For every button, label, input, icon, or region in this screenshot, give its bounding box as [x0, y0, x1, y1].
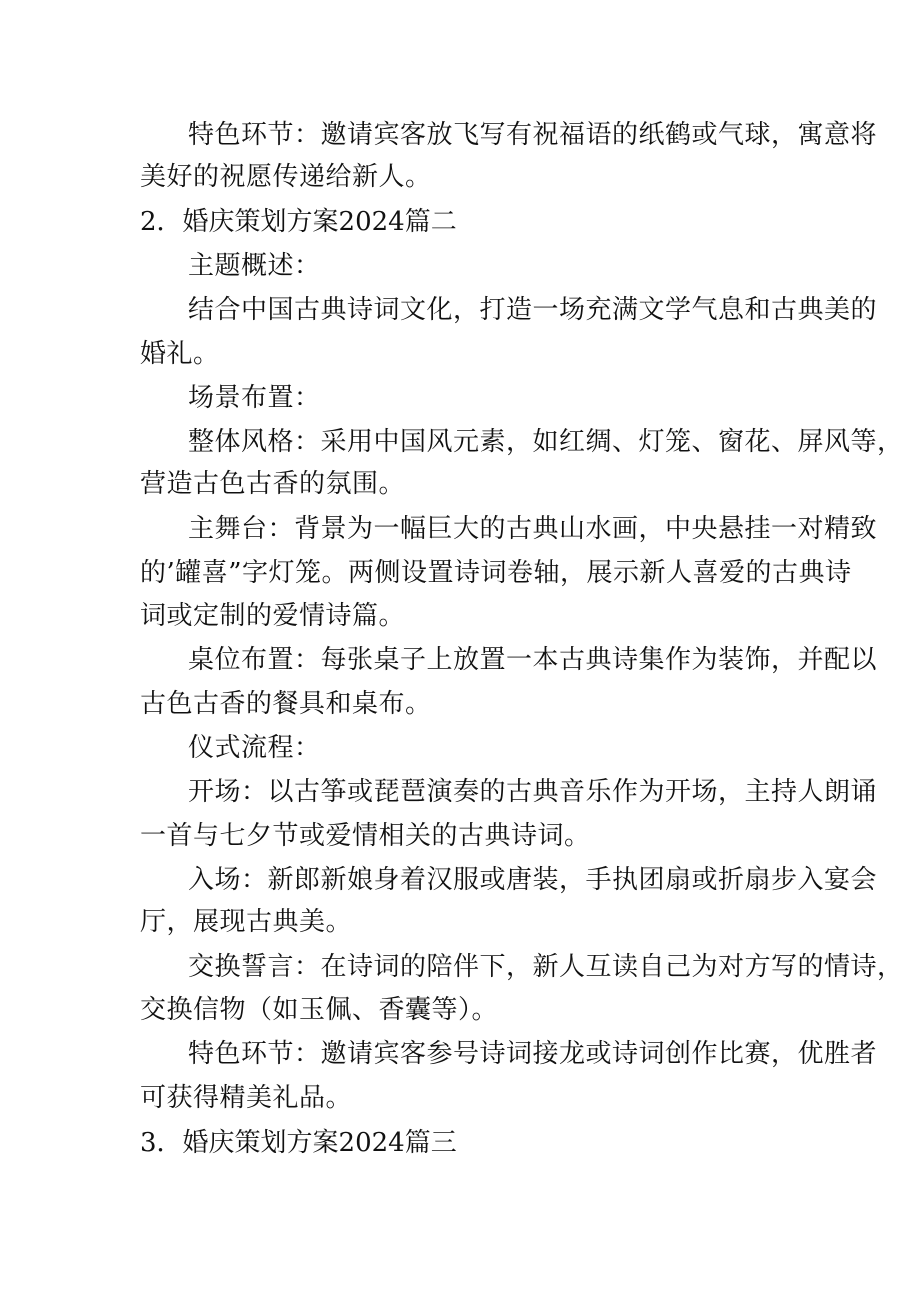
paragraph-line: 整体风格：采用中国风元素，如红绸、灯笼、窗花、屏风等，	[188, 427, 904, 457]
paragraph-line: 厅，展现古典美。	[140, 907, 353, 937]
paragraph-line: 交换信物（如玉佩、香囊等）。	[140, 995, 499, 1025]
paragraph-line: 结合中国古典诗词文化，打造一场充满文学气息和古典美的	[188, 295, 878, 325]
paragraph-line: 可获得精美礼品。	[140, 1083, 353, 1113]
paragraph-line: 开场：以古筝或琵琶演奏的古典音乐作为开场，主持人朗诵	[188, 777, 878, 807]
paragraph-line: 桌位布置：每张桌子上放置一本古典诗集作为装饰，并配以	[188, 645, 878, 675]
paragraph-line: 美好的祝愿传递给新人。	[140, 162, 432, 192]
section-heading: 3．婚庆策划方案2024篇三	[140, 1128, 457, 1158]
paragraph-line: 入场：新郎新娘身着汉服或唐装，手执团扇或折扇步入宴会	[188, 865, 878, 895]
paragraph-line: 营造古色古香的氛围。	[140, 469, 406, 499]
subheading: 主题概述：	[188, 251, 321, 281]
paragraph-line: 词或定制的爱情诗篇。	[140, 601, 406, 631]
paragraph-line: 特色环节：邀请宾客参号诗词接龙或诗词创作比赛，优胜者	[188, 1039, 878, 1069]
subheading: 场景布置：	[188, 383, 321, 413]
paragraph-line: 特色环节：邀请宾客放飞写有祝福语的纸鹤或气球，寓意将	[188, 120, 878, 150]
paragraph-line: 交换誓言：在诗词的陪伴下，新人互读自己为对方写的情诗，	[188, 952, 904, 982]
paragraph-line: 一首与七夕节或爱情相关的古典诗词。	[140, 821, 591, 851]
paragraph-line: 婚礼。	[140, 339, 220, 369]
paragraph-line: 主舞台：背景为一幅巨大的古典山水画，中央悬挂一对精致	[188, 514, 878, 544]
section-heading: 2．婚庆策划方案2024篇二	[140, 207, 457, 237]
paragraph-line: 古色古香的餐具和桌布。	[140, 689, 432, 719]
paragraph-line: 的’罐喜”字灯笼。两侧设置诗词卷轴，展示新人喜爱的古典诗	[140, 558, 852, 588]
subheading: 仪式流程：	[188, 733, 321, 763]
